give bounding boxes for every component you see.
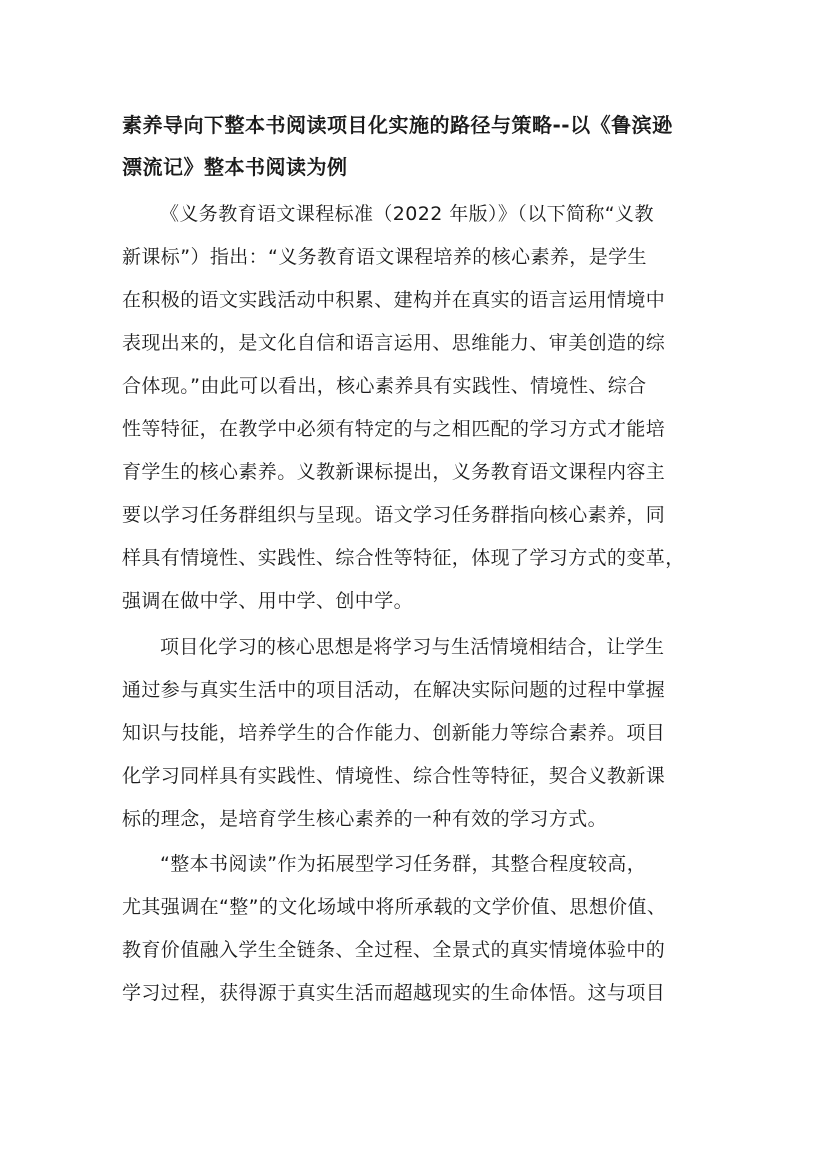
- paragraph-1-line-9: 样具有情境性、实践性、综合性等特征，体现了学习方式的变革，: [122, 547, 685, 569]
- paragraph-1-line-3: 在积极的语文实践活动中积累、建构并在真实的语言运用情境中: [122, 289, 666, 311]
- paragraph-1-line-6: 性等特征，在教学中必须有特定的与之相匹配的学习方式才能培: [122, 418, 666, 440]
- paragraph-3-line-3: 教育价值融入学生全链条、全过程、全景式的真实情境体验中的: [122, 939, 666, 961]
- paragraph-1-line-1: 《义务教育语文课程标准（2022 年版）》（以下简称“义教: [160, 203, 654, 225]
- paragraph-3-line-4: 学习过程，获得源于真实生活而超越现实的生命体悟。这与项目: [122, 982, 666, 1004]
- document-title-line-2: 漂流记》整本书阅读为例: [122, 155, 348, 179]
- paragraph-1-line-8: 要以学习任务群组织与呈现。语文学习任务群指向核心素养，同: [122, 504, 666, 526]
- paragraph-1-line-10: 强调在做中学、用中学、创中学。: [122, 590, 414, 612]
- paragraph-2-line-3: 知识与技能，培养学生的合作能力、创新能力等综合素养。项目: [122, 722, 666, 744]
- paragraph-2-line-1: 项目化学习的核心思想是将学习与生活情境相结合，让学生: [160, 636, 665, 658]
- paragraph-3-line-1: “整本书阅读”作为拓展型学习任务群，其整合程度较高，: [160, 853, 647, 875]
- paragraph-3-line-2: 尤其强调在“整”的文化场域中将所承载的文学价值、思想价值、: [122, 896, 667, 918]
- paragraph-1-line-4: 表现出来的，是文化自信和语言运用、思维能力、审美创造的综: [122, 332, 666, 354]
- paragraph-1-line-2: 新课标”）指出：“义务教育语文课程培养的核心素养，是学生: [122, 246, 647, 268]
- document-title-line-1: 素养导向下整本书阅读项目化实施的路径与策略--以《鲁滨逊: [122, 113, 673, 137]
- paragraph-2-line-5: 标的理念，是培育学生核心素养的一种有效的学习方式。: [122, 808, 608, 830]
- paragraph-2-line-2: 通过参与真实生活中的项目活动，在解决实际问题的过程中掌握: [122, 679, 666, 701]
- paragraph-2-line-4: 化学习同样具有实践性、情境性、综合性等特征，契合义教新课: [122, 765, 666, 787]
- paragraph-1-line-5: 合体现。”由此可以看出，核心素养具有实践性、情境性、综合: [122, 375, 647, 397]
- paragraph-1-line-7: 育学生的核心素养。义教新课标提出，义务教育语文课程内容主: [122, 461, 666, 483]
